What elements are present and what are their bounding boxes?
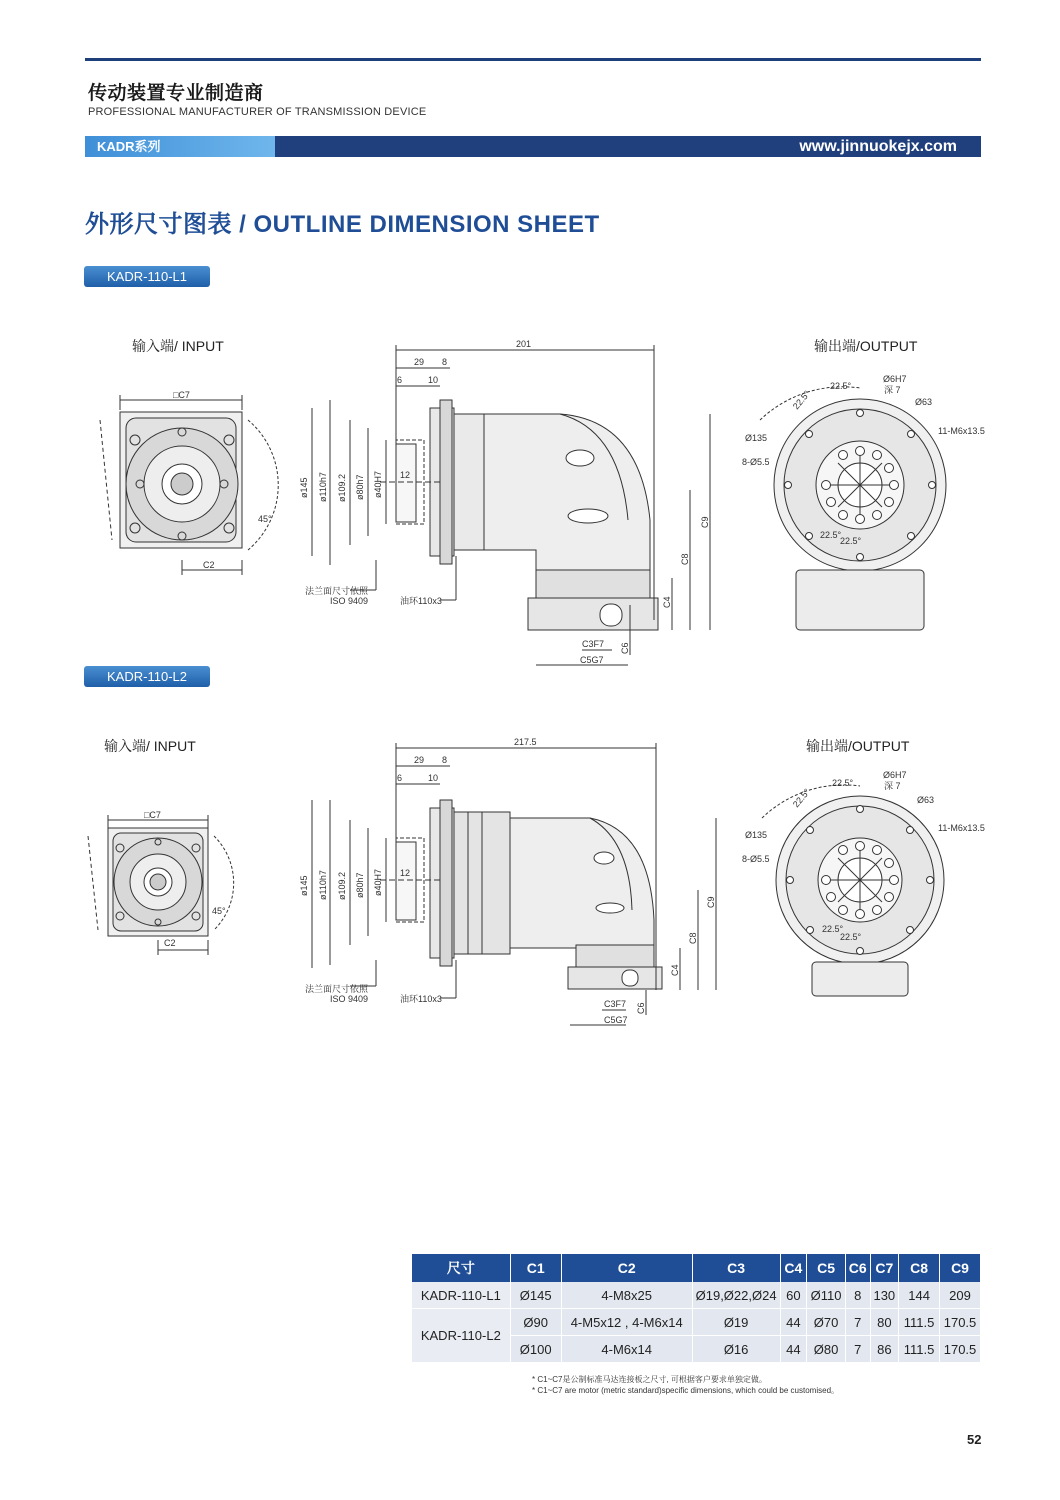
section-title: 外形尺寸图表 / OUTLINE DIMENSION SHEET [85, 211, 600, 238]
table-cell: 209 [940, 1282, 981, 1309]
input-label-l2: 输入端/ INPUT [104, 738, 196, 754]
table-cell: Ø80 [807, 1336, 846, 1363]
dim-length-l1: 201 [516, 339, 532, 349]
header-cell: C1 [510, 1254, 561, 1282]
dim-8-l2: 8 [442, 755, 448, 765]
dim-holes11-l1: 11-M6x13.5 [938, 426, 985, 436]
output-view-l1 [760, 387, 946, 630]
table-cell: 44 [780, 1309, 807, 1336]
table-cell: 86 [870, 1336, 899, 1363]
table-cell: 130 [870, 1282, 899, 1309]
dim-phi135-l2: Ø135 [745, 830, 768, 840]
model-cell: KADR-110-L2 [412, 1309, 510, 1363]
dim-phi109-l1: ø109.2 [337, 473, 347, 502]
dim-phi110-l1: ø110h7 [318, 472, 328, 502]
dim-ang-d-l1: 22.5° [840, 536, 862, 546]
dim-phi63-l2: Ø63 [917, 795, 935, 805]
model-cell: KADR-110-L1 [412, 1282, 510, 1309]
flange-note-l2: 法兰面尺寸依照 [305, 984, 369, 994]
dim-c7-l2: □C7 [144, 810, 161, 820]
dim-phi80-l2: ø80h7 [355, 872, 365, 898]
dim-phi80-l1: ø80h7 [355, 474, 365, 500]
dim-phi145-l1: ø145 [299, 477, 309, 498]
dim-c5-l1: C5G7 [580, 655, 604, 665]
dim-c8-l2: C8 [688, 932, 698, 944]
header-cell: C7 [870, 1254, 899, 1282]
dim-holes8-l1: 8-Ø5.5 [742, 457, 770, 467]
table-cell: 170.5 [940, 1336, 981, 1363]
dim-phi145-l2: ø145 [299, 875, 309, 896]
dim-phi63-l1: Ø63 [915, 397, 933, 407]
dim-holes8-l2: 8-Ø5.5 [742, 854, 770, 864]
table-row [412, 1309, 981, 1336]
header-cell: C3 [692, 1254, 780, 1282]
dim-c3-l2: C3F7 [604, 999, 627, 1009]
dim-29-l2: 29 [414, 755, 425, 765]
dim-phi109-l2: ø109.2 [337, 871, 347, 900]
brand-title-cn: 传动装置专业制造商 [88, 83, 264, 104]
input-view-l1 [100, 395, 278, 575]
table-cell: 111.5 [899, 1336, 940, 1363]
table-cell: 4-M5x12 , 4-M6x14 [561, 1309, 692, 1336]
output-label-l1: 输出端/OUTPUT [814, 338, 918, 354]
dim-10-l2: 10 [428, 773, 439, 783]
dim-6-l1: 6 [397, 375, 403, 385]
output-label-l2: 输出端/OUTPUT [806, 738, 910, 754]
dim-8-l1: 8 [442, 357, 448, 367]
flange-note-l1: 法兰面尺寸依照 [305, 586, 369, 596]
dim-ang-d-l2: 22.5° [840, 932, 862, 942]
dim-c2-l1: C2 [203, 560, 215, 570]
table-cell: 4-M6x14 [561, 1336, 692, 1363]
header-cell: 尺寸 [412, 1254, 510, 1282]
dim-phi135-l1: Ø135 [745, 433, 768, 443]
dim-c9-l2: C9 [706, 896, 716, 908]
dim-c4-l1: C4 [662, 596, 672, 608]
dim-ang-c-l1: 22.5° [820, 530, 842, 540]
page-number: 52 [967, 1432, 982, 1447]
table-cell: 170.5 [940, 1309, 981, 1336]
model-tag-l2: KADR-110-L2 [84, 666, 210, 687]
input-label-l1: 输入端/ INPUT [132, 338, 224, 354]
dim-phi110-l2: ø110h7 [318, 870, 328, 900]
dim-ang-a-l2: 22.5° [832, 778, 854, 788]
brand-title-en: PROFESSIONAL MANUFACTURER OF TRANSMISSION DEVICE [88, 106, 427, 118]
header-cell: C2 [561, 1254, 692, 1282]
dim-phi6-l2: Ø6H7 [883, 770, 907, 780]
website-url[interactable]: www.jinnuokejx.com [799, 138, 957, 155]
table-cell: 80 [870, 1309, 899, 1336]
table-cell: 7 [845, 1309, 870, 1336]
table-cell: Ø100 [510, 1336, 561, 1363]
model-tag-l1: KADR-110-L1 [84, 266, 210, 287]
table-cell: Ø70 [807, 1309, 846, 1336]
table-cell: 4-M8x25 [561, 1282, 692, 1309]
table-row [412, 1282, 981, 1309]
header-cell: C5 [807, 1254, 846, 1282]
header-cell: C4 [780, 1254, 807, 1282]
input-view-l2 [88, 815, 234, 955]
dim-deep-l1: 深 7 [884, 385, 901, 395]
dim-c3-l1: C3F7 [582, 639, 605, 649]
dim-10-l1: 10 [428, 375, 439, 385]
series-label: KADR系列 [85, 136, 275, 157]
dim-c8-l1: C8 [680, 553, 690, 565]
table-cell: Ø16 [692, 1336, 780, 1363]
dim-c4-l2: C4 [670, 964, 680, 976]
dim-c5-l2: C5G7 [604, 1015, 628, 1025]
dim-c6-l1: C6 [620, 642, 630, 654]
dim-12-l1: 12 [400, 470, 411, 480]
dim-deep-l2: 深 7 [884, 781, 901, 791]
dim-c6-l2: C6 [636, 1002, 646, 1014]
iso-note-l1: ISO 9409 [330, 596, 369, 606]
side-view-l1 [312, 345, 710, 665]
table-cell: 8 [845, 1282, 870, 1309]
table-cell: 7 [845, 1336, 870, 1363]
dim-6-l2: 6 [397, 773, 403, 783]
dim-ang-b-l2: 22.5° [790, 786, 813, 810]
table-note-en: * C1~C7 are motor (metric standard)specific dimensions, which could be customised。 [532, 1386, 840, 1395]
header-cell: C6 [845, 1254, 870, 1282]
dim-length-l2: 217.5 [514, 737, 537, 747]
dim-12-l2: 12 [400, 868, 411, 878]
table-cell: Ø145 [510, 1282, 561, 1309]
dim-c9-l1: C9 [700, 516, 710, 528]
table-header-row [412, 1254, 981, 1282]
oring-note-l2: 油环110x3 [400, 994, 442, 1004]
table-cell: Ø19,Ø22,Ø24 [692, 1282, 780, 1309]
dim-angle-l2: 45° [212, 906, 226, 916]
header-cell: C9 [940, 1254, 981, 1282]
dim-ang-c-l2: 22.5° [822, 924, 844, 934]
dim-phi40-l1: ø40H7 [373, 470, 383, 498]
dim-ang-a-l1: 22.5° [830, 381, 852, 391]
table-cell: 44 [780, 1336, 807, 1363]
dim-phi6-l1: Ø6H7 [883, 374, 907, 384]
oring-note-l1: 油环110x3 [400, 596, 442, 606]
table-cell: Ø19 [692, 1309, 780, 1336]
dim-angle-l1: 45° [258, 514, 272, 524]
dim-ang-b-l1: 22.5° [790, 388, 813, 412]
dim-c2-l2: C2 [164, 938, 176, 948]
dim-phi40-l2: ø40H7 [373, 868, 383, 896]
table-cell: Ø110 [807, 1282, 846, 1309]
output-view-l2 [762, 785, 944, 996]
dim-holes11-l2: 11-M6x13.5 [938, 823, 985, 833]
dimension-table [412, 1254, 981, 1363]
table-cell: 111.5 [899, 1309, 940, 1336]
table-cell: Ø90 [510, 1309, 561, 1336]
dim-29-l1: 29 [414, 357, 425, 367]
table-cell: 144 [899, 1282, 940, 1309]
dim-c7-l1: □C7 [173, 390, 190, 400]
header-cell: C8 [899, 1254, 940, 1282]
iso-note-l2: ISO 9409 [330, 994, 369, 1004]
table-cell: 60 [780, 1282, 807, 1309]
table-note-cn: * C1~C7是公制标准马达连接板之尺寸, 可根据客户要求单独定做。 [532, 1375, 767, 1384]
